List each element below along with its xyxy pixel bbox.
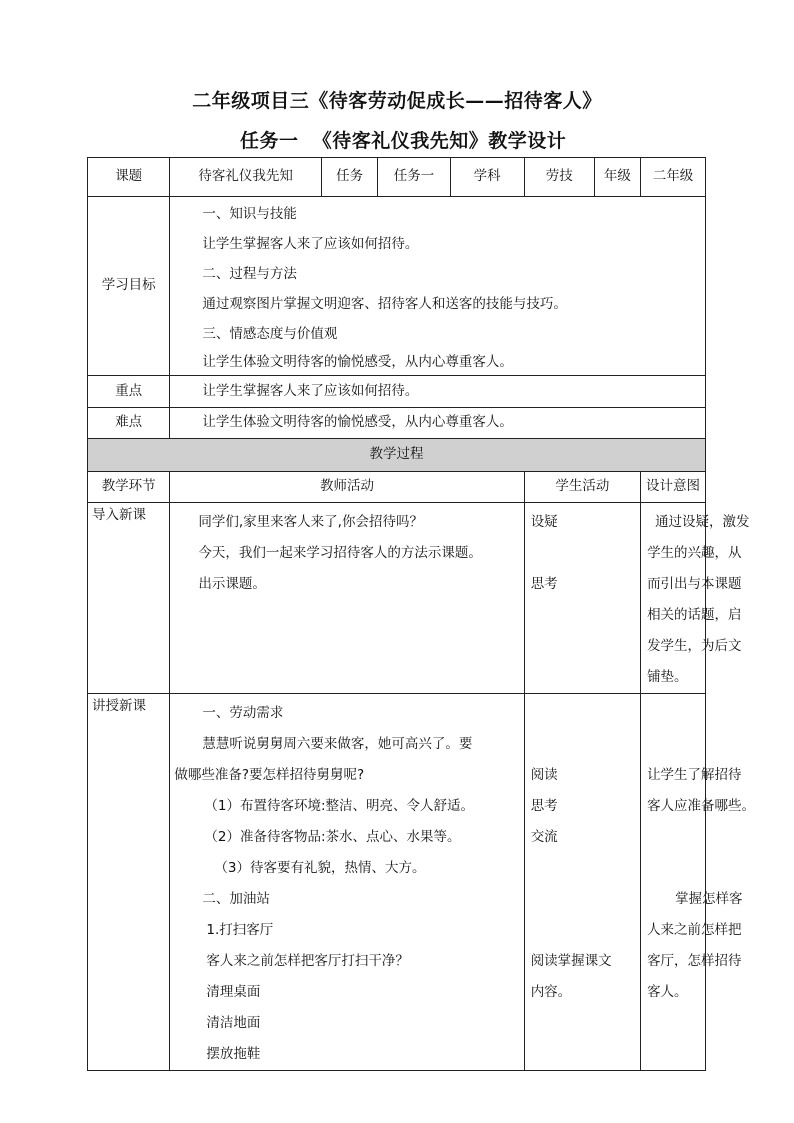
intent-line <box>647 729 705 760</box>
objective-line: 一、知识与技能 <box>202 206 297 222</box>
info-row <box>88 158 706 197</box>
column-header: 学生活动 <box>524 472 640 503</box>
student-line <box>531 698 640 729</box>
intent-line <box>647 822 705 853</box>
info-cell: 二年级 <box>641 158 706 197</box>
student-line: 内容。 <box>530 984 572 1000</box>
student-line <box>531 915 640 946</box>
teacher-line: 二、加油站 <box>202 891 270 907</box>
intent-line: 客人应准备哪些。 <box>647 798 756 814</box>
teacher-activity <box>170 503 523 600</box>
info-cell: 任务 <box>321 158 378 197</box>
student-line: 阅读掌握课文 <box>530 953 612 969</box>
teacher-line: 清洁地面 <box>206 1015 261 1031</box>
info-cell: 待客礼仪我先知 <box>170 158 321 197</box>
student-line <box>531 853 640 884</box>
teacher-line: （1）布置待客环境:整洁、明亮、令人舒适。 <box>204 798 475 814</box>
intent-line: 客厅，怎样招待 <box>647 953 742 969</box>
key-point-label: 重点 <box>88 376 170 408</box>
objectives-content <box>170 197 705 375</box>
intent-line: 掌握怎样客 <box>675 891 743 907</box>
student-line: 阅读 <box>530 767 558 783</box>
teacher-line: 摆放拖鞋 <box>206 1046 261 1062</box>
stage-label: 讲授新课 <box>88 694 170 1071</box>
teacher-activity <box>170 694 523 1070</box>
objective-line: 二、过程与方法 <box>202 266 297 282</box>
objective-line: 三、情感态度与价值观 <box>202 326 338 342</box>
student-line: 设疑 <box>530 514 558 530</box>
objectives-label: 学习目标 <box>88 197 170 376</box>
teacher-line: 出示课题。 <box>198 576 266 592</box>
design-intent <box>641 503 750 693</box>
design-intent <box>641 694 756 1008</box>
student-line: 思考 <box>530 576 558 592</box>
intent-line: 人来之前怎样把 <box>647 922 742 938</box>
intent-line: 学生的兴趣，从 <box>647 545 742 561</box>
objectives-row <box>88 197 706 376</box>
difficult-point-row <box>88 408 706 439</box>
teacher-line: 做哪些准备?要怎样招待舅舅呢? <box>174 767 365 783</box>
process-header-row <box>88 439 706 472</box>
objective-line: 让学生体验文明待客的愉悦感受，从内心尊重客人。 <box>202 354 513 370</box>
objective-line: 让学生掌握客人来了应该如何招待。 <box>202 236 419 252</box>
teacher-line: 今天，我们一起来学习招待客人的方法示课题。 <box>198 545 482 561</box>
teacher-line: （3）待客要有礼貌，热情、大方。 <box>214 860 426 876</box>
intent-line: 客人。 <box>647 984 688 1000</box>
column-header: 教学环节 <box>88 472 170 503</box>
difficult-point-text: 让学生体验文明待客的愉悦感受，从内心尊重客人。 <box>170 408 706 439</box>
document-title: 二年级项目三《待客劳动促成长——招待客人》 <box>192 90 602 112</box>
section-lecture-row <box>88 694 706 1071</box>
intent-line: 通过设疑，激发 <box>655 514 750 530</box>
intent-line: 相关的话题，启 <box>647 607 742 623</box>
teacher-line: （2）准备待客物品:茶水、点心、水果等。 <box>204 829 461 845</box>
teacher-line: 清理桌面 <box>206 984 261 1000</box>
info-cell: 劳技 <box>524 158 594 197</box>
document-subtitle: 任务一 《待客礼仪我先知》教学设计 <box>240 130 567 152</box>
student-activity <box>525 503 640 600</box>
stage-label: 导入新课 <box>88 503 170 694</box>
info-cell: 学科 <box>450 158 524 197</box>
intent-line: 发学生，为后文 <box>647 638 742 654</box>
column-header: 设计意图 <box>641 472 706 503</box>
student-line <box>531 538 640 569</box>
lesson-plan-table <box>87 157 756 1071</box>
key-point-row <box>88 376 706 408</box>
teacher-line: 同学们,家里来客人来了,你会招待吗？ <box>198 514 423 530</box>
column-header: 教师活动 <box>170 472 524 503</box>
teacher-line: 1.打扫客厅 <box>206 922 274 938</box>
teacher-line: 慧慧听说舅舅周六要来做客，她可高兴了。要 <box>202 736 473 752</box>
student-activity <box>525 694 640 1008</box>
process-columns-row <box>88 472 706 503</box>
info-cell: 任务一 <box>378 158 450 197</box>
info-cell: 年级 <box>594 158 640 197</box>
intent-line <box>647 698 705 729</box>
section-intro-row <box>88 503 706 694</box>
student-line: 交流 <box>530 829 558 845</box>
student-line <box>531 884 640 915</box>
info-cell: 课题 <box>88 158 170 197</box>
intent-line <box>647 853 705 884</box>
key-point-text: 让学生掌握客人来了应该如何招待。 <box>170 376 706 408</box>
process-header: 教学过程 <box>88 439 706 472</box>
intent-line: 铺垫。 <box>647 669 688 685</box>
student-line: 思考 <box>530 798 558 814</box>
teacher-line: 一、劳动需求 <box>202 705 284 721</box>
intent-line: 让学生了解招待 <box>647 767 742 783</box>
objective-line: 通过观察图片掌握文明迎客、招待客人和送客的技能与技巧。 <box>202 296 567 312</box>
difficult-point-label: 难点 <box>88 408 170 439</box>
student-line <box>531 729 640 760</box>
intent-line: 而引出与本课题 <box>647 576 742 592</box>
teacher-line: 客人来之前怎样把客厅打扫干净？ <box>206 953 409 969</box>
